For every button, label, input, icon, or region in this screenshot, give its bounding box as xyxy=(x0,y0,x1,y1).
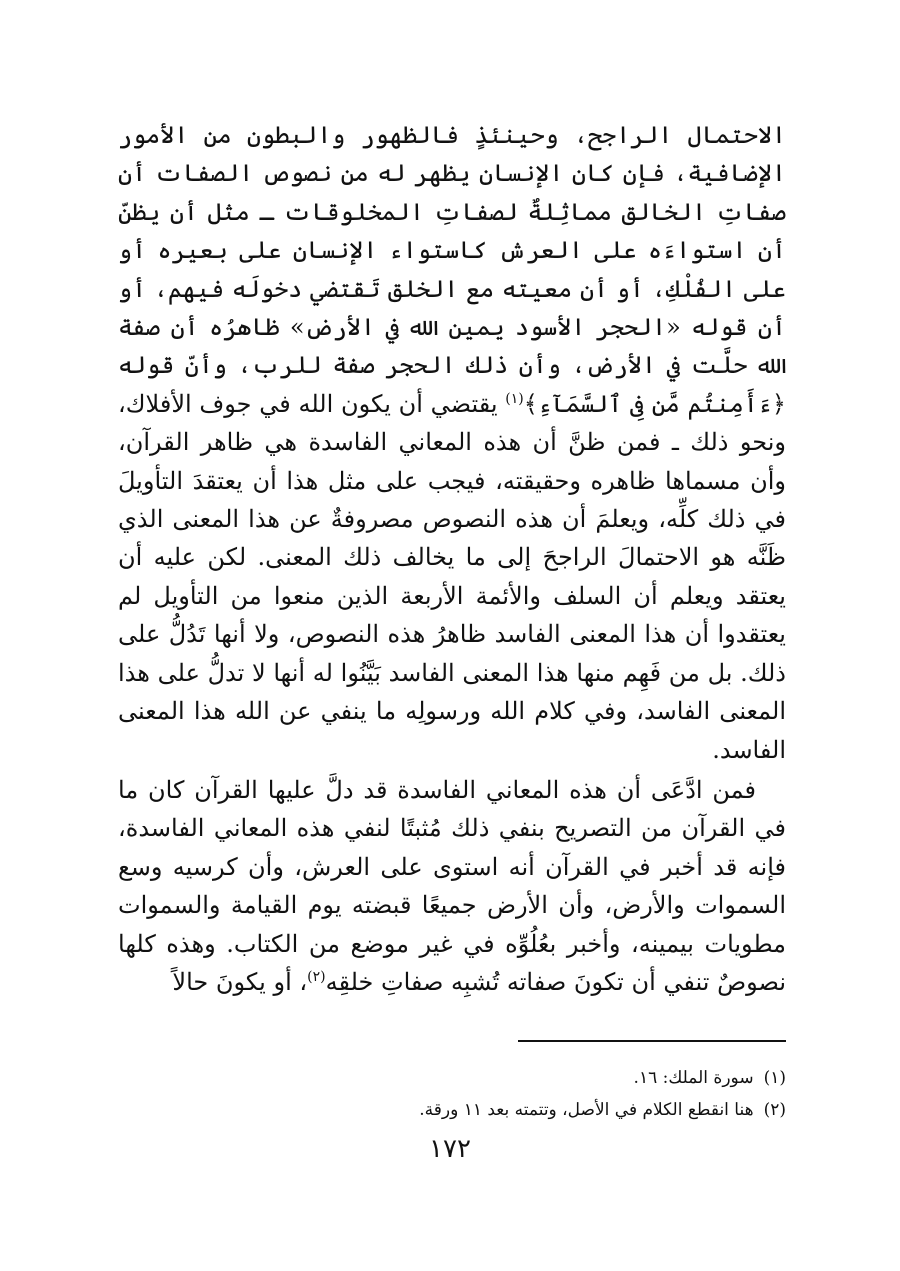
paragraph-text: يقتضي أن يكون الله في جوف الأفلاك، ونحو ذلك ـ فمن ظنَّ أن هذه المعاني الفاسدة هي ظاهر القرآن، وأن مسماها ظاهره وحقيقته، فيجب على مثل هذا أن يعتقدَ التأويلَ في ذلك كلِّه، ويعلمَ أن هذه النصوص مصروفةٌ عن هذا المعنى الذي ظَنَّه هو الاحتمالَ الراجحَ إلى ما يخالف ذلك المعنى. لكن عليه أن يعتقد ويعلم أن السلف والأئمة الأربعة الذين منعوا من التأويل لم يعتقدوا أن هذا المعنى الفاسد ظاهرُ هذه النصوص، ولا أنها تَدُلُّ على ذلك. بل من فَهِم منها هذا المعنى الفاسد بَيَّنُوا له أنها لا تدلُّ على هذا المعنى الفاسد، وفي كلام الله ورسولِه ما ينفي عن الله هذا المعنى الفاسد. xyxy=(118,389,786,764)
footnote-item xyxy=(118,1062,786,1094)
body-paragraph xyxy=(118,116,786,769)
body-paragraph xyxy=(118,771,786,1001)
footnote-text: سورة الملك: ١٦. xyxy=(633,1068,754,1088)
footnote-reference[interactable]: (٢) xyxy=(307,968,326,985)
footnotes xyxy=(118,1062,786,1126)
footnote-text: هنا انقطع الكلام في الأصل، وتتمته بعد ١١ ورقة. xyxy=(419,1100,754,1120)
footnote-item xyxy=(118,1094,786,1126)
main-text xyxy=(118,116,786,1001)
footnote-number: (١) xyxy=(763,1068,786,1088)
paragraph-text: ، أو يكونَ حالاً xyxy=(172,967,308,996)
footnote-divider xyxy=(518,1040,786,1042)
paragraph-text: الاحتمال الراجح، وحينئذٍ فالظهور والبطون من الأمور الإضافية، فإن كان الإنسان يظهر له من نصوص الصفات أن صفاتِ الخالق مماثِلةٌ لصفاتِ المخلوقات ـ مثل أن يظنّ أن استواءَه على العرش كاستواء الإنسان على بعيره أو على الفُلْكِ، أو أن معيته مع الخلق تَقتضي دخولَه فيهم، أو أن قوله «الحجر الأسود يمين الله في الأرض» ظاهرُه أن صفة الله حلَّت في الأرض، وأن ذلك الحجر صفة للرب، وأنّ قوله ﴿ءَأَمِنتُم مَّن فِى ٱلسَّمَآءِ﴾ xyxy=(118,121,786,418)
paragraph-text: فمن ادَّعَى أن هذه المعاني الفاسدة قد دلَّ عليها القرآن كان ما في القرآن من التصريح بنفي ذلك مُثبتًا لنفي هذه المعاني الفاسدة، فإنه قد أخبر في القرآن أنه استوى على العرش، وأن كرسيه وسع السموات والأرض، وأن الأرض جميعًا قبضته يوم القيامة والسموات مطويات بيمينه، وأخبر بعُلُوِّه في غير موضع من الكتاب. وهذه كلها نصوصٌ تنفي أن تكونَ صفاته تُشبِه صفاتِ خلقِه xyxy=(118,775,786,996)
page-number: ١٧٢ xyxy=(429,1134,471,1164)
footnote-reference[interactable]: (١) xyxy=(505,390,524,407)
footnote-number: (٢) xyxy=(763,1100,786,1120)
